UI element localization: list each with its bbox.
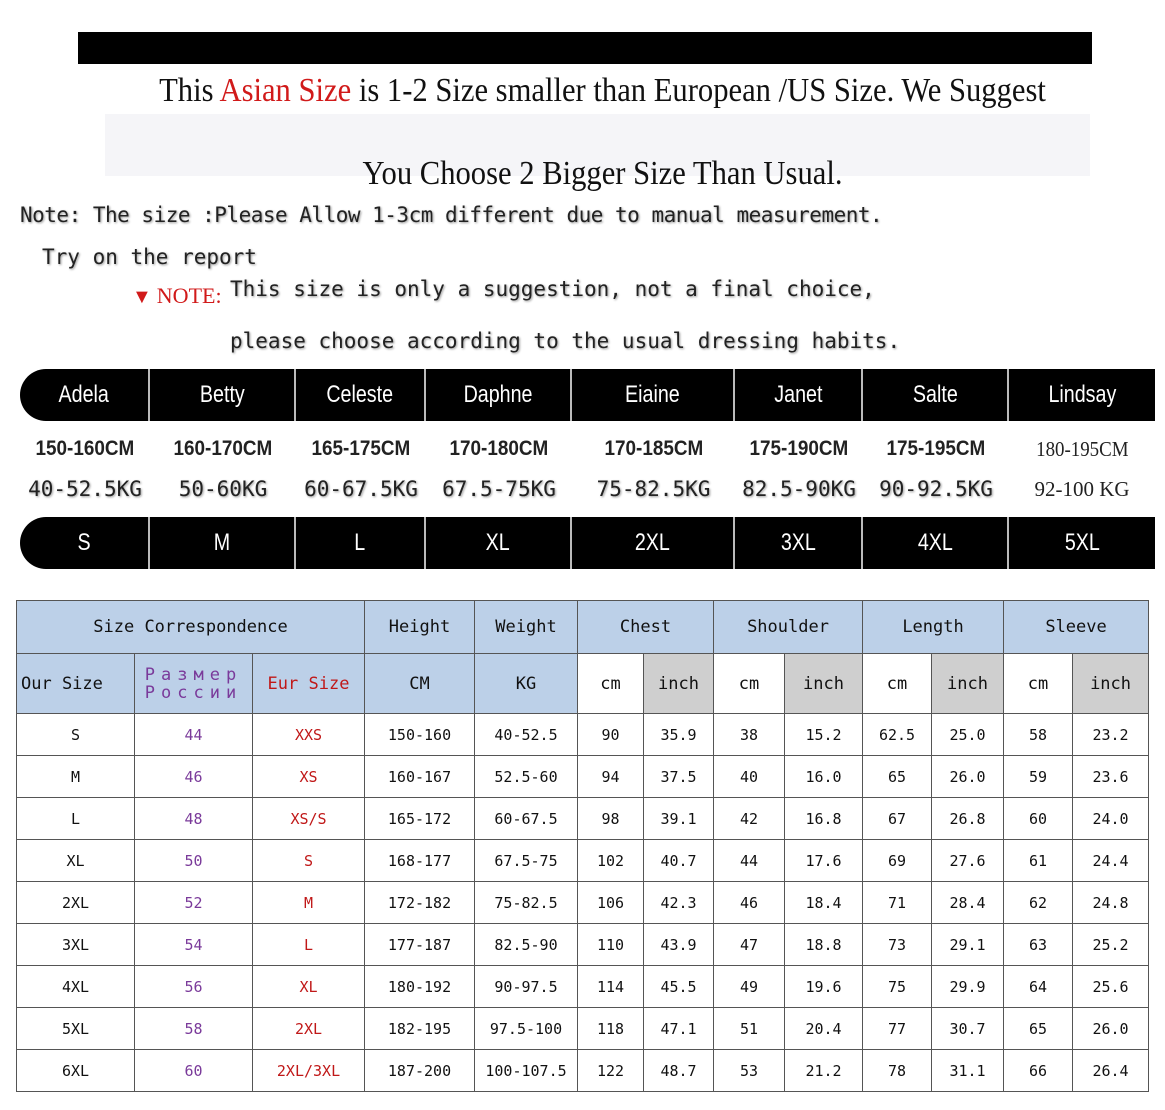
cell-weight-kg: 97.5-100 <box>475 1008 578 1050</box>
cell-russia-size: 44 <box>135 714 253 756</box>
header-chest-inch: inch <box>644 654 714 714</box>
cell-chest-cm: 118 <box>578 1008 644 1050</box>
cell-height-cm: 168-177 <box>365 840 475 882</box>
cell-eur-size: XL <box>253 966 365 1008</box>
cell-length-inch: 31.1 <box>932 1050 1004 1092</box>
cell-sleeve-inch: 26.0 <box>1073 1008 1149 1050</box>
cell-height-cm: 150-160 <box>365 714 475 756</box>
model-size-cell <box>863 517 1009 569</box>
header-weight: Weight <box>475 601 578 654</box>
cell-russia-size: 48 <box>135 798 253 840</box>
cell-length-inch: 30.7 <box>932 1008 1004 1050</box>
cell-chest-inch: 37.5 <box>644 756 714 798</box>
cell-sleeve-inch: 24.0 <box>1073 798 1149 840</box>
model-size-cell <box>20 517 150 569</box>
model-weight: 67.5-75KG <box>442 477 556 501</box>
cell-chest-cm: 114 <box>578 966 644 1008</box>
model-name-cell <box>863 369 1009 421</box>
cell-length-cm: 75 <box>863 966 932 1008</box>
model-size-cell <box>296 517 426 569</box>
cell-shoulder-cm: 44 <box>714 840 785 882</box>
model-name: Janet <box>773 381 823 408</box>
cell-shoulder-inch: 16.0 <box>785 756 863 798</box>
model-height-text: 170-180CM <box>449 437 549 460</box>
model-height <box>863 437 1009 462</box>
model-height-text: 160-170CM <box>173 437 273 460</box>
model-height-text: 180-195CM <box>1035 437 1129 461</box>
cell-chest-inch: 40.7 <box>644 840 714 882</box>
header-russia-size: Размер России <box>135 654 253 714</box>
cell-length-cm: 65 <box>863 756 932 798</box>
cell-sleeve-inch: 25.6 <box>1073 966 1149 1008</box>
table-row <box>17 1050 1149 1092</box>
model-name-cell <box>1009 369 1155 421</box>
cell-chest-cm: 90 <box>578 714 644 756</box>
cell-chest-cm: 94 <box>578 756 644 798</box>
model-size: 3XL <box>780 529 816 556</box>
cell-eur-size: 2XL/3XL <box>253 1050 365 1092</box>
cell-shoulder-cm: 40 <box>714 756 785 798</box>
cell-russia-size: 46 <box>135 756 253 798</box>
cell-eur-size: S <box>253 840 365 882</box>
cell-sleeve-inch: 23.2 <box>1073 714 1149 756</box>
model-size: 4XL <box>917 529 953 556</box>
cell-chest-cm: 110 <box>578 924 644 966</box>
model-size-cell <box>1009 517 1155 569</box>
cell-russia-size: 58 <box>135 1008 253 1050</box>
model-height <box>572 437 735 462</box>
headline-part-1: This <box>159 72 220 109</box>
header-length-inch: inch <box>932 654 1004 714</box>
model-name-cell <box>426 369 572 421</box>
table-row <box>17 1008 1149 1050</box>
cell-height-cm: 180-192 <box>365 966 475 1008</box>
model-weight: 92-100 KG <box>1034 477 1130 501</box>
top-black-bar <box>78 32 1092 64</box>
table-row <box>17 966 1149 1008</box>
model-weight: 90-92.5KG <box>879 477 993 501</box>
note-habits: please choose according to the usual dressing habits. <box>230 329 901 353</box>
model-height-text: 175-190CM <box>749 437 849 460</box>
model-height <box>150 437 296 462</box>
cell-shoulder-cm: 51 <box>714 1008 785 1050</box>
model-height-text: 150-160CM <box>35 437 135 460</box>
model-weight: 60-67.5KG <box>304 477 418 501</box>
cell-shoulder-cm: 49 <box>714 966 785 1008</box>
table-row <box>17 798 1149 840</box>
model-size: L <box>354 529 366 556</box>
cell-height-cm: 160-167 <box>365 756 475 798</box>
cell-our-size: 4XL <box>17 966 135 1008</box>
header-height: Height <box>365 601 475 654</box>
model-size-cell <box>735 517 863 569</box>
cell-our-size: 3XL <box>17 924 135 966</box>
model-name-cell <box>572 369 735 421</box>
cell-shoulder-inch: 17.6 <box>785 840 863 882</box>
cell-eur-size: XS/S <box>253 798 365 840</box>
model-size: 5XL <box>1064 529 1100 556</box>
cell-weight-kg: 90-97.5 <box>475 966 578 1008</box>
cell-chest-inch: 45.5 <box>644 966 714 1008</box>
cell-russia-size: 56 <box>135 966 253 1008</box>
note-try-on: Try on the report <box>42 245 257 269</box>
header-shoulder-cm: cm <box>714 654 785 714</box>
model-name: Lindsay <box>1048 381 1116 408</box>
cell-sleeve-cm: 62 <box>1004 882 1073 924</box>
cell-weight-kg: 60-67.5 <box>475 798 578 840</box>
cell-shoulder-inch: 21.2 <box>785 1050 863 1092</box>
cell-length-cm: 62.5 <box>863 714 932 756</box>
model-height <box>1009 437 1155 462</box>
cell-shoulder-inch: 18.8 <box>785 924 863 966</box>
cell-russia-size: 54 <box>135 924 253 966</box>
model-size-cell <box>572 517 735 569</box>
model-name: Salte <box>912 381 958 408</box>
header-size-correspondence: Size Correspondence <box>17 601 365 654</box>
header-chest-cm: cm <box>578 654 644 714</box>
cell-sleeve-cm: 65 <box>1004 1008 1073 1050</box>
cell-length-cm: 71 <box>863 882 932 924</box>
model-weight: 75-82.5KG <box>596 477 711 501</box>
model-weight: 50-60KG <box>178 477 268 501</box>
cell-chest-inch: 42.3 <box>644 882 714 924</box>
model-weights-row <box>20 477 1155 502</box>
header-length: Length <box>863 601 1004 654</box>
header-eur-size: Eur Size <box>253 654 365 714</box>
cell-length-cm: 77 <box>863 1008 932 1050</box>
cell-russia-size: 52 <box>135 882 253 924</box>
headline-line-2: You Choose 2 Bigger Size Than Usual. <box>362 155 843 192</box>
model-height <box>296 437 426 462</box>
model-name-cell <box>296 369 426 421</box>
cell-shoulder-inch: 16.8 <box>785 798 863 840</box>
cell-length-inch: 26.8 <box>932 798 1004 840</box>
cell-weight-kg: 40-52.5 <box>475 714 578 756</box>
header-our-size: Our Size <box>17 654 135 714</box>
cell-shoulder-cm: 38 <box>714 714 785 756</box>
cell-our-size: 5XL <box>17 1008 135 1050</box>
cell-shoulder-inch: 15.2 <box>785 714 863 756</box>
model-name-cell <box>735 369 863 421</box>
model-size: XL <box>485 529 511 556</box>
cell-length-inch: 26.0 <box>932 756 1004 798</box>
cell-chest-inch: 35.9 <box>644 714 714 756</box>
cell-our-size: 6XL <box>17 1050 135 1092</box>
model-height-text: 165-175CM <box>311 437 411 460</box>
model-height <box>735 437 863 462</box>
cell-sleeve-inch: 26.4 <box>1073 1050 1149 1092</box>
cell-chest-inch: 48.7 <box>644 1050 714 1092</box>
cell-height-cm: 187-200 <box>365 1050 475 1092</box>
table-subheader-row <box>17 654 1149 714</box>
model-name: Adela <box>58 381 110 408</box>
cell-sleeve-cm: 58 <box>1004 714 1073 756</box>
model-size: M <box>213 529 231 556</box>
model-weight: 82.5-90KG <box>742 477 856 501</box>
headline-highlight: Asian Size <box>219 72 352 109</box>
cell-eur-size: L <box>253 924 365 966</box>
cell-sleeve-inch: 23.6 <box>1073 756 1149 798</box>
model-name: Celeste <box>326 381 394 408</box>
cell-shoulder-inch: 19.6 <box>785 966 863 1008</box>
cell-chest-inch: 39.1 <box>644 798 714 840</box>
cell-chest-cm: 102 <box>578 840 644 882</box>
cell-our-size: 2XL <box>17 882 135 924</box>
model-height-text: 175-195CM <box>886 437 986 460</box>
cell-sleeve-inch: 25.2 <box>1073 924 1149 966</box>
model-height <box>426 437 572 462</box>
cell-sleeve-cm: 61 <box>1004 840 1073 882</box>
header-shoulder: Shoulder <box>714 601 863 654</box>
cell-our-size: L <box>17 798 135 840</box>
cell-length-inch: 29.9 <box>932 966 1004 1008</box>
cell-sleeve-cm: 66 <box>1004 1050 1073 1092</box>
model-size-bar <box>20 517 1155 569</box>
cell-length-cm: 73 <box>863 924 932 966</box>
table-row <box>17 924 1149 966</box>
cell-length-inch: 29.1 <box>932 924 1004 966</box>
header-sleeve: Sleeve <box>1004 601 1149 654</box>
cell-chest-inch: 43.9 <box>644 924 714 966</box>
cell-shoulder-inch: 20.4 <box>785 1008 863 1050</box>
cell-weight-kg: 52.5-60 <box>475 756 578 798</box>
header-kg: KG <box>475 654 578 714</box>
headline-part-2: is 1-2 Size smaller than European /US Size. We Suggest <box>351 72 1046 109</box>
cell-russia-size: 50 <box>135 840 253 882</box>
cell-length-cm: 67 <box>863 798 932 840</box>
size-table <box>16 600 1149 1092</box>
note-suggestion: This size is only a suggestion, not a final choice, <box>230 277 875 301</box>
cell-eur-size: 2XL <box>253 1008 365 1050</box>
cell-weight-kg: 100-107.5 <box>475 1050 578 1092</box>
header-sleeve-cm: cm <box>1004 654 1073 714</box>
table-row <box>17 882 1149 924</box>
cell-chest-cm: 98 <box>578 798 644 840</box>
cell-sleeve-cm: 59 <box>1004 756 1073 798</box>
model-name-cell <box>20 369 150 421</box>
table-row <box>17 756 1149 798</box>
cell-shoulder-cm: 47 <box>714 924 785 966</box>
cell-weight-kg: 75-82.5 <box>475 882 578 924</box>
cell-shoulder-cm: 53 <box>714 1050 785 1092</box>
cell-length-inch: 25.0 <box>932 714 1004 756</box>
cell-sleeve-inch: 24.8 <box>1073 882 1149 924</box>
note-measurement: Note: The size :Please Allow 1-3cm different due to manual measurement. <box>20 203 883 227</box>
cell-length-inch: 28.4 <box>932 882 1004 924</box>
table-row <box>17 714 1149 756</box>
model-heights-row <box>20 437 1155 462</box>
cell-eur-size: XS <box>253 756 365 798</box>
cell-our-size: M <box>17 756 135 798</box>
header-length-cm: cm <box>863 654 932 714</box>
cell-length-cm: 69 <box>863 840 932 882</box>
cell-our-size: XL <box>17 840 135 882</box>
cell-length-inch: 27.6 <box>932 840 1004 882</box>
header-chest: Chest <box>578 601 714 654</box>
cell-shoulder-inch: 18.4 <box>785 882 863 924</box>
model-name-bar <box>20 369 1155 421</box>
size-table-body <box>17 714 1149 1092</box>
cell-length-cm: 78 <box>863 1050 932 1092</box>
note-tag <box>132 283 222 309</box>
model-height <box>20 437 150 462</box>
cell-height-cm: 182-195 <box>365 1008 475 1050</box>
cell-sleeve-cm: 60 <box>1004 798 1073 840</box>
model-height-text: 170-185CM <box>604 437 703 460</box>
header-sleeve-inch: inch <box>1073 654 1149 714</box>
model-size-cell <box>426 517 572 569</box>
down-triangle-icon: ▼ <box>132 286 157 308</box>
header-cm: CM <box>365 654 475 714</box>
model-size-cell <box>150 517 296 569</box>
cell-height-cm: 177-187 <box>365 924 475 966</box>
model-name: Eiaine <box>625 381 680 408</box>
headline-line-1 <box>78 72 1127 110</box>
cell-our-size: S <box>17 714 135 756</box>
model-name: Daphne <box>463 381 533 408</box>
cell-weight-kg: 82.5-90 <box>475 924 578 966</box>
cell-sleeve-cm: 63 <box>1004 924 1073 966</box>
cell-sleeve-cm: 64 <box>1004 966 1073 1008</box>
model-weight: 40-52.5KG <box>28 477 142 501</box>
cell-eur-size: XXS <box>253 714 365 756</box>
cell-shoulder-cm: 46 <box>714 882 785 924</box>
cell-shoulder-cm: 42 <box>714 798 785 840</box>
model-size: S <box>77 529 91 556</box>
cell-eur-size: M <box>253 882 365 924</box>
cell-chest-cm: 122 <box>578 1050 644 1092</box>
cell-sleeve-inch: 24.4 <box>1073 840 1149 882</box>
cell-chest-inch: 47.1 <box>644 1008 714 1050</box>
cell-chest-cm: 106 <box>578 882 644 924</box>
cell-russia-size: 60 <box>135 1050 253 1092</box>
model-size: 2XL <box>634 529 671 556</box>
model-name: Betty <box>199 381 245 408</box>
cell-weight-kg: 67.5-75 <box>475 840 578 882</box>
table-row <box>17 840 1149 882</box>
model-name-cell <box>150 369 296 421</box>
table-header-row <box>17 601 1149 654</box>
cell-height-cm: 165-172 <box>365 798 475 840</box>
header-shoulder-inch: inch <box>785 654 863 714</box>
cell-height-cm: 172-182 <box>365 882 475 924</box>
note-tag-label: NOTE: <box>156 283 222 308</box>
